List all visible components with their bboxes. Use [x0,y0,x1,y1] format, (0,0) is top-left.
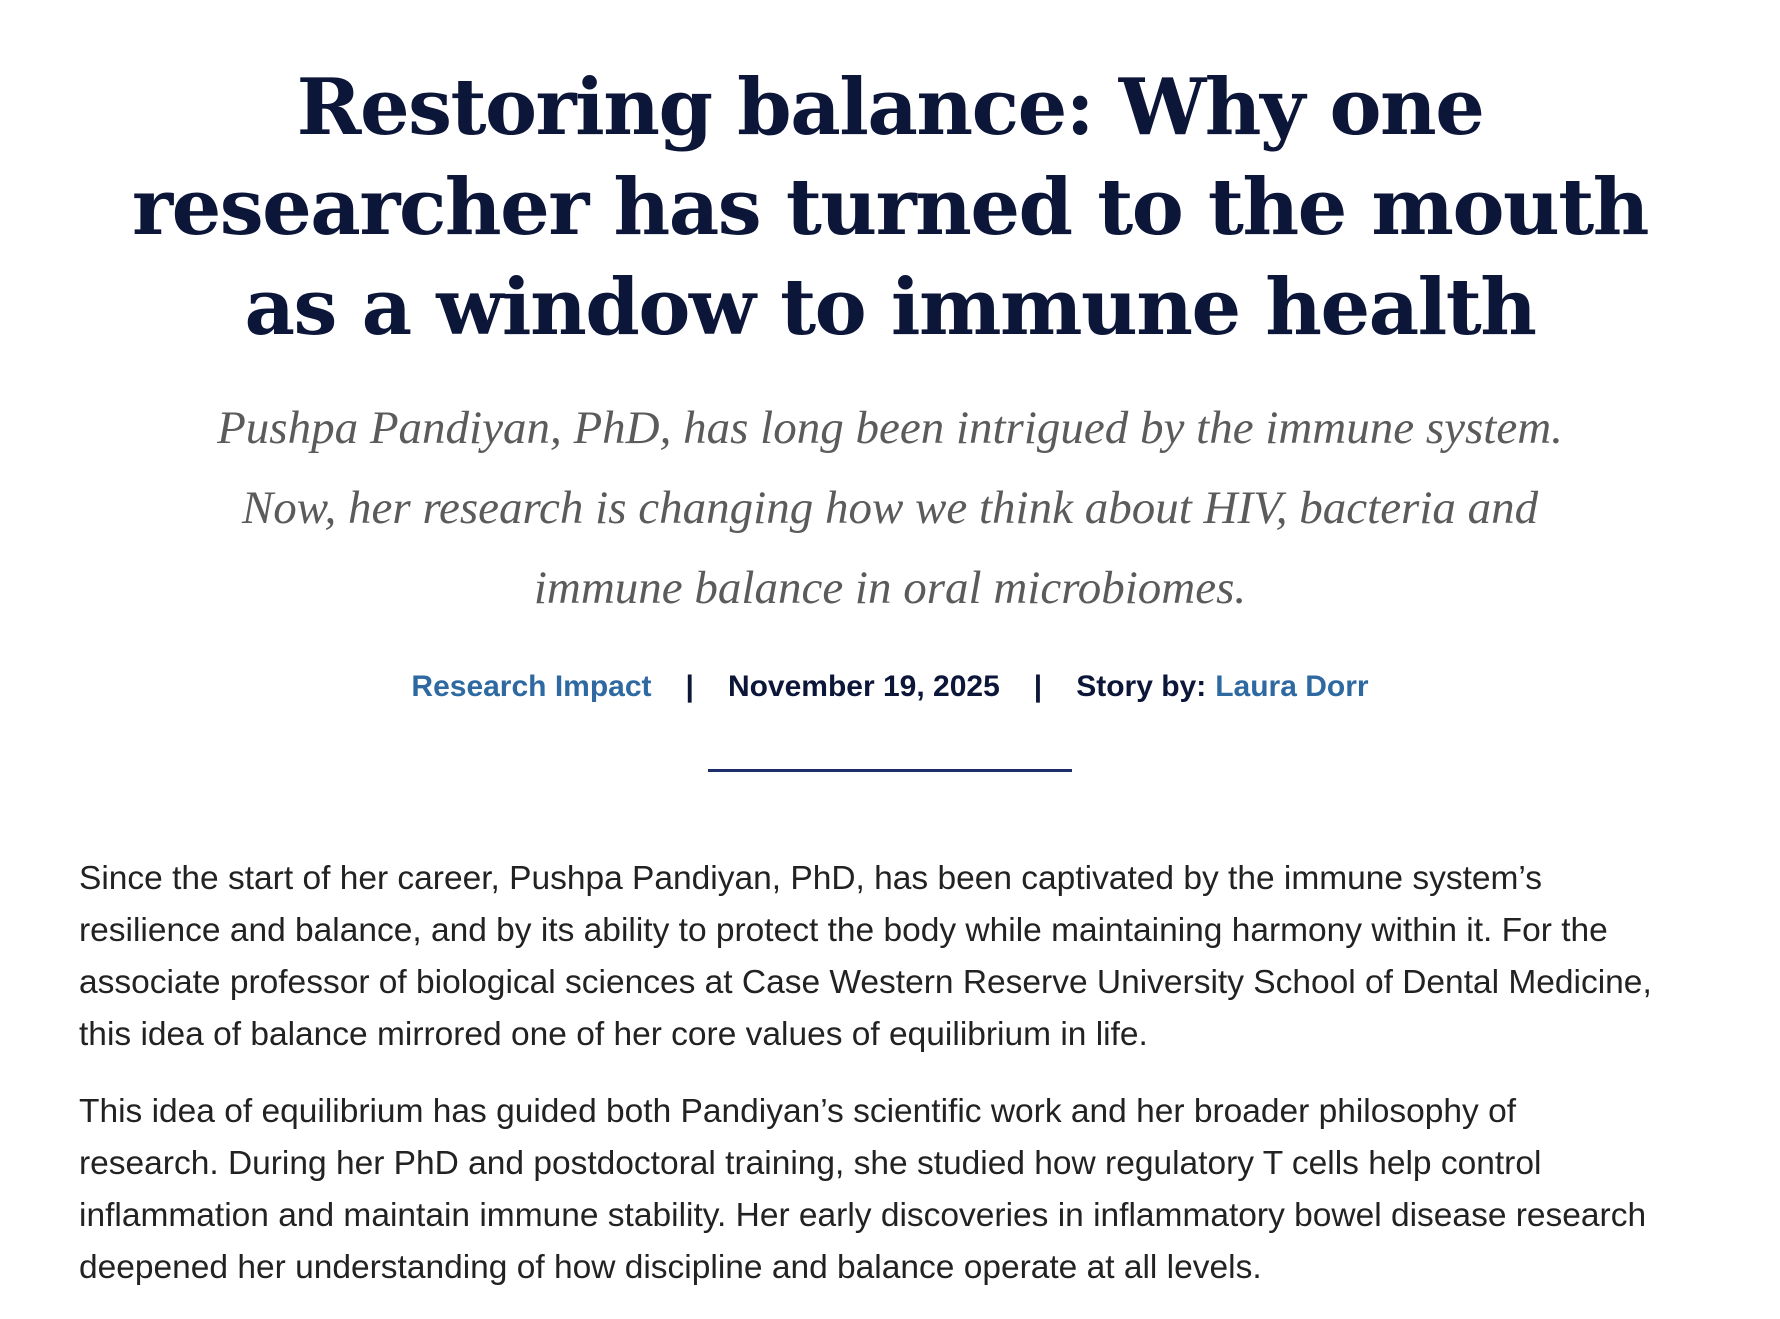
article-title: Restoring balance: Why one researcher has turned to the mouth as a window to immune health [132,62,1648,353]
section-divider [708,769,1072,772]
category-link[interactable]: Research Impact [411,670,652,703]
article-meta [0,665,1780,709]
article-subtitle: Pushpa Pandiyan, PhD, has long been intrigued by the immune system. Now, her research is changing how we think about HIV, bacteria and immune balance in oral microbiomes. [217,402,1563,614]
article-body [79,853,1659,1319]
author-link[interactable]: Laura Dorr [1215,670,1369,703]
body-paragraph: This idea of equilibrium has guided both Pandiyan’s scientific work and her broader philosophy of research. During her PhD and postdoctoral training, she studied how regulatory T cells help control inflammation and maintain immune stability. Her early discoveries in inflammatory bowel disease research deepened her understanding of how discipline and balance operate at all levels. [79,1093,1647,1286]
body-paragraph: Since the start of her career, Pushpa Pandiyan, PhD, has been captivated by the immune system’s resilience and balance, and by its ability to protect the body while maintaining harmony within it. For the associate professor of biological sciences at Case Western Reserve University School of Dental Medicine, this idea of balance mirrored one of her core values of equilibrium in life. [79,860,1652,1053]
meta-separator: | [1033,670,1043,703]
publish-date: November 19, 2025 [727,670,1000,703]
byline-label: Story by: [1076,670,1207,703]
meta-separator: | [685,670,694,703]
